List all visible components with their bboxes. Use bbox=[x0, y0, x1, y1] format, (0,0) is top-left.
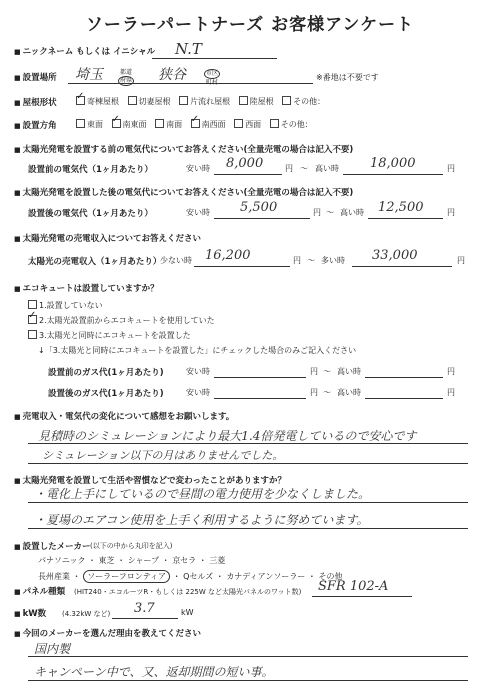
kw-unit: kW bbox=[181, 608, 194, 617]
roof-option-other[interactable]: その他： bbox=[282, 96, 325, 107]
after-high-label: 高い時 bbox=[340, 208, 364, 217]
checkbox-icon bbox=[179, 96, 188, 105]
before-low-label: 安い時 bbox=[186, 164, 210, 173]
location-note: ※番地は不要です bbox=[316, 73, 379, 82]
sales-low-label: 少ない時 bbox=[160, 256, 192, 265]
impression-line-1[interactable]: 見積時のシミュレーションにより最大1.4倍発電しているので安心です bbox=[38, 429, 417, 443]
after-low-underline bbox=[214, 218, 310, 219]
direction-option-other[interactable]: その他： bbox=[270, 119, 313, 130]
checkbox-icon bbox=[282, 96, 291, 105]
gas-before-low-yen: 円 bbox=[310, 367, 318, 376]
lifestyle-line-2[interactable]: ・夏場のエアコン使用を上手く利用するように努めています。 bbox=[34, 513, 369, 527]
gas-before-low-underline[interactable] bbox=[214, 377, 306, 378]
location-label: ■ 設置場所 bbox=[14, 71, 57, 83]
after-low-value[interactable]: 5,500 bbox=[240, 200, 278, 215]
before-header: ■ 太陽光発電を設置する前の電気代についてお答えください(全量売電の場合は記入不要) bbox=[14, 143, 353, 155]
checkbox-checked-icon bbox=[112, 119, 121, 128]
nickname-label: ■ ニックネーム もしくは イニシャル bbox=[14, 45, 155, 57]
direction-options bbox=[76, 119, 319, 130]
location-prefecture[interactable]: 埼玉 bbox=[75, 67, 103, 83]
checkbox-icon bbox=[128, 96, 137, 105]
gas-after-tilde: ～ bbox=[323, 388, 331, 397]
gas-before-high-yen: 円 bbox=[447, 367, 455, 376]
checkbox-checked-icon bbox=[76, 96, 85, 105]
nickname-underline bbox=[152, 58, 277, 59]
gas-after-low-underline[interactable] bbox=[214, 398, 306, 399]
gas-before-tilde: ～ bbox=[323, 367, 331, 376]
panel-note: (HIT240・エコルーツR・もしくは 225W など太陽光パネルのワット数) bbox=[74, 588, 302, 596]
after-header: ■ 太陽光発電を設置した後の電気代についてお答えください(全量売電の場合は記入不要) bbox=[14, 186, 353, 198]
checkbox-icon bbox=[155, 119, 164, 128]
checkbox-icon bbox=[239, 96, 248, 105]
kw-underline bbox=[112, 618, 178, 619]
lifestyle-line-1[interactable]: ・電化上手にしているので昼間の電力使用を少なくしました。 bbox=[34, 487, 371, 501]
maker-row-1: パナソニック ・ 東芝 ・ シャープ ・ 京セラ ・ 三菱 bbox=[38, 556, 226, 565]
maker-qcells[interactable]: Qセルズ bbox=[183, 572, 214, 581]
before-high-underline bbox=[343, 174, 443, 175]
direction-label: ■ 設置方角 bbox=[14, 119, 57, 131]
roof-options bbox=[76, 96, 331, 107]
after-high-yen: 円 bbox=[447, 208, 455, 217]
ecocute-note: ↓「3.太陽光と同時にエコキュートを設置した」にチェックした場合のみご記入ください bbox=[38, 346, 357, 355]
maker-solar-frontier[interactable]: ソーラーフロンティア bbox=[83, 570, 170, 583]
checkbox-icon bbox=[234, 119, 243, 128]
maker-mitsubishi[interactable]: 三菱 bbox=[209, 556, 226, 565]
before-label: 設置前の電気代（1ヶ月あたり） bbox=[28, 165, 153, 175]
gas-after-low-label: 安い時 bbox=[186, 388, 210, 397]
reason-underline-2 bbox=[28, 680, 468, 681]
checkbox-icon bbox=[76, 119, 85, 128]
maker-other[interactable]: その他 bbox=[318, 572, 343, 581]
maker-kyocera[interactable]: 京セラ bbox=[172, 556, 197, 565]
after-low-yen: 円 bbox=[313, 208, 321, 217]
location-underline bbox=[68, 83, 313, 84]
sales-low-underline bbox=[194, 266, 290, 267]
after-label: 設置後の電気代（1ヶ月あたり） bbox=[28, 209, 153, 219]
maker-sharp[interactable]: シャープ bbox=[127, 556, 160, 565]
maker-header: ■ 設置したメーカー bbox=[14, 540, 90, 552]
reason-line-1[interactable]: 国内製 bbox=[34, 642, 71, 656]
sales-header: ■ 太陽光発電の売電収入についてお答えください bbox=[14, 232, 201, 244]
lifestyle-underline-1 bbox=[28, 502, 468, 503]
reason-line-2[interactable]: キャンペーン中で、又、返却期間の短い事。 bbox=[34, 665, 274, 679]
sales-tilde: ～ bbox=[307, 256, 315, 265]
kw-label: ■ kW数 bbox=[14, 607, 46, 619]
survey-title: ソーラーパートナーズ お客様アンケート bbox=[85, 15, 415, 35]
gas-before-low-label: 安い時 bbox=[186, 367, 210, 376]
panel-underline bbox=[312, 596, 412, 597]
checkbox-icon bbox=[28, 330, 37, 339]
before-high-yen: 円 bbox=[447, 164, 455, 173]
sales-high-label: 多い時 bbox=[321, 256, 345, 265]
maker-choshu[interactable]: 長州産業 bbox=[38, 572, 70, 581]
before-tilde: ～ bbox=[300, 164, 308, 173]
lifestyle-underline-2 bbox=[28, 528, 468, 529]
gas-after-high-label: 高い時 bbox=[337, 388, 361, 397]
city-unit: 市区 町村 bbox=[206, 70, 219, 86]
before-high-label: 高い時 bbox=[315, 164, 339, 173]
after-high-underline bbox=[368, 218, 443, 219]
reason-header: ■ 今回のメーカーを選んだ理由を教えてください bbox=[14, 627, 201, 639]
sales-high-underline bbox=[352, 266, 452, 267]
roof-option-shed[interactable]: 片流れ屋根 bbox=[179, 96, 230, 107]
sales-low-yen: 円 bbox=[293, 256, 301, 265]
direction-option-south[interactable]: 南面 bbox=[155, 119, 182, 130]
location-city[interactable]: 狭谷 bbox=[158, 67, 186, 83]
direction-option-west[interactable]: 西面 bbox=[234, 119, 261, 130]
impression-line-2[interactable]: シミュレーション以下の月はありませんでした。 bbox=[42, 449, 284, 462]
before-low-underline bbox=[214, 174, 282, 175]
roof-option-hipped[interactable]: ✓ 寄棟屋根 bbox=[76, 96, 119, 107]
gas-after-low-yen: 円 bbox=[310, 388, 318, 397]
impression-underline-2 bbox=[28, 463, 468, 464]
gas-before-label: 設置前のガス代(1ヶ月あたり) bbox=[48, 368, 164, 378]
checkbox-checked-icon bbox=[191, 119, 200, 128]
sales-low-value[interactable]: 16,200 bbox=[205, 248, 251, 263]
nickname-value[interactable]: N.T bbox=[175, 40, 202, 58]
roof-option-flat[interactable]: 陸屋根 bbox=[239, 96, 274, 107]
panel-value[interactable]: SFR 102-A bbox=[318, 579, 389, 594]
kw-note: (4.32kW など) bbox=[62, 610, 111, 618]
direction-option-southeast[interactable]: ✓ 南東面 bbox=[112, 119, 147, 130]
ecocute-option-2[interactable]: ✓2.太陽光設置前からエコキュートを使用していた bbox=[28, 315, 215, 326]
maker-row-2: 長州産業 ・ ソーラーフロンティア ・ Qセルズ ・ カナディアンソーラー ・ その他 bbox=[38, 572, 343, 581]
gas-after-high-yen: 円 bbox=[447, 388, 455, 397]
checkbox-icon bbox=[28, 300, 37, 309]
ecocute-option-3[interactable]: 3.太陽光と同時にエコキュートを設置した bbox=[28, 330, 191, 341]
after-high-value[interactable]: 12,500 bbox=[378, 200, 424, 215]
prefecture-unit: 都道 府県 bbox=[120, 69, 133, 84]
before-high-value[interactable]: 18,000 bbox=[370, 156, 416, 171]
before-low-yen: 円 bbox=[285, 164, 293, 173]
gas-after-high-underline[interactable] bbox=[365, 398, 443, 399]
panel-label: ■ パネル種類 bbox=[14, 585, 65, 597]
after-tilde: ～ bbox=[326, 208, 334, 217]
direction-option-east[interactable]: 東面 bbox=[76, 119, 103, 130]
before-low-value[interactable]: 8,000 bbox=[226, 156, 264, 171]
checkbox-checked-icon bbox=[28, 315, 37, 324]
after-low-label: 安い時 bbox=[186, 208, 210, 217]
ecocute-option-1[interactable]: 1.設置していない bbox=[28, 300, 103, 311]
kw-value[interactable]: 3.7 bbox=[134, 601, 155, 616]
gas-before-high-label: 高い時 bbox=[337, 367, 361, 376]
roof-option-gable[interactable]: 切妻屋根 bbox=[128, 96, 171, 107]
sales-high-yen: 円 bbox=[457, 256, 465, 265]
direction-option-southwest[interactable]: ✓ 南西面 bbox=[191, 119, 226, 130]
checkbox-icon bbox=[270, 119, 279, 128]
maker-toshiba[interactable]: 東芝 bbox=[98, 556, 115, 565]
gas-after-label: 設置後のガス代(1ヶ月あたり) bbox=[48, 389, 164, 399]
impression-header: ■ 売電収入・電気代の変化について感想をお願いします。 bbox=[14, 410, 234, 422]
gas-before-high-underline[interactable] bbox=[365, 377, 443, 378]
sales-high-value[interactable]: 33,000 bbox=[372, 248, 418, 263]
lifestyle-header: ■ 太陽光発電を設置して生活や習慣などで変わったことがありますか？ bbox=[14, 474, 286, 486]
sales-label: 太陽光の売電収入（1ヶ月あたり） bbox=[28, 257, 162, 267]
maker-note: (以下の中から丸印を記入) bbox=[90, 542, 173, 550]
roof-label: ■ 屋根形状 bbox=[14, 96, 57, 108]
maker-panasonic[interactable]: パナソニック bbox=[38, 556, 86, 565]
maker-canadian-solar[interactable]: カナディアンソーラー bbox=[226, 572, 306, 581]
ecocute-header: ■ エコキュートは設置していますか？ bbox=[14, 282, 159, 294]
reason-underline-1 bbox=[28, 656, 468, 657]
